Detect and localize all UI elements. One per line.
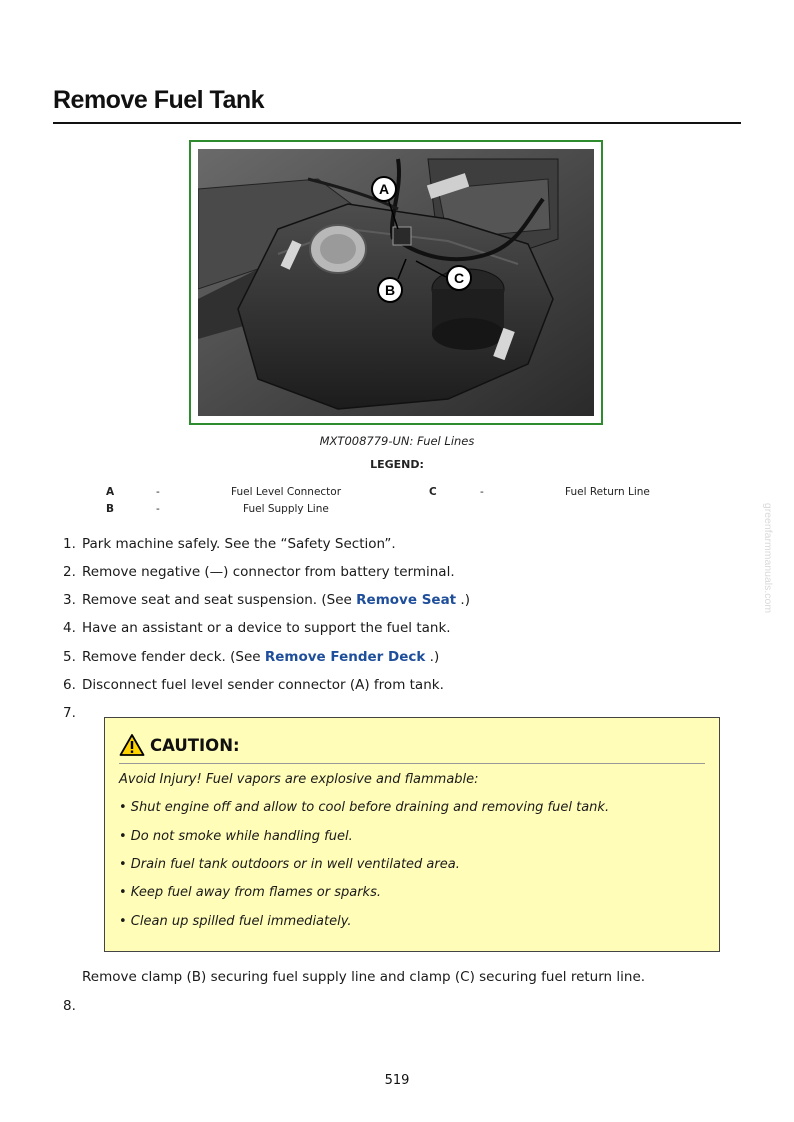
caution-line: • Drain fuel tank outdoors or in well ventilated area. xyxy=(119,857,460,872)
step-text: Remove fender deck. (See xyxy=(82,649,265,665)
callout-a xyxy=(372,177,396,201)
fuel-tank-illustration xyxy=(198,149,594,416)
caution-heading-text: CAUTION: xyxy=(150,735,240,755)
callout-b-label: B xyxy=(384,282,396,298)
remove-seat-link[interactable]: Remove Seat xyxy=(356,592,457,608)
page-title: Remove Fuel Tank xyxy=(53,86,265,114)
step-4 xyxy=(63,620,451,636)
step-number: 5. xyxy=(63,649,76,665)
step-number: 7. xyxy=(63,705,76,721)
step-text-end: .) xyxy=(456,592,470,608)
step-number: 1. xyxy=(63,536,76,552)
page-number: 519 xyxy=(384,1073,410,1088)
callout-c-label: C xyxy=(453,270,465,286)
legend-title: LEGEND: xyxy=(370,458,424,471)
step-number: 8. xyxy=(63,998,76,1014)
step-7-instruction: Remove clamp (B) securing fuel supply line and clamp (C) securing fuel return line. xyxy=(82,969,646,985)
remove-fender-deck-link[interactable]: Remove Fender Deck xyxy=(264,649,426,665)
caution-line: • Clean up spilled fuel immediately. xyxy=(119,914,352,929)
warning-triangle-icon xyxy=(119,733,145,757)
caution-divider xyxy=(119,763,705,764)
step-text: Remove negative (—) connector from battery terminal. xyxy=(82,564,455,580)
step-number: 3. xyxy=(63,592,76,608)
step-text-end: .) xyxy=(425,649,440,665)
callout-b xyxy=(378,278,402,302)
legend-sep-c: - xyxy=(480,486,484,498)
callout-a-label: A xyxy=(378,181,390,197)
figure-caption: MXT008779-UN: Fuel Lines xyxy=(319,434,475,448)
step-text: Disconnect fuel level sender connector (A) from tank. xyxy=(82,677,444,693)
legend-sep-a: - xyxy=(156,486,160,498)
step-8 xyxy=(63,998,82,1014)
fuel-lines-figure xyxy=(189,140,603,425)
legend-sep-b: - xyxy=(156,503,160,515)
step-text: Remove seat and seat suspension. (See xyxy=(82,592,357,608)
legend-key-c: C xyxy=(429,486,437,498)
step-number: 2. xyxy=(63,564,76,580)
step-text: Have an assistant or a device to support the fuel tank. xyxy=(82,620,451,636)
step-6 xyxy=(63,677,444,693)
caution-box xyxy=(104,717,720,952)
caution-line: • Keep fuel away from flames or sparks. xyxy=(119,885,381,900)
caution-heading xyxy=(119,733,240,757)
step-2 xyxy=(63,564,455,580)
caution-line: Avoid Injury! Fuel vapors are explosive and flammable: xyxy=(119,772,479,787)
title-rule xyxy=(53,122,741,124)
step-number: 4. xyxy=(63,620,76,636)
caution-line: • Do not smoke while handling fuel. xyxy=(119,829,353,844)
legend-key-a: A xyxy=(106,486,115,498)
step-7 xyxy=(63,705,82,721)
step-1 xyxy=(63,536,396,552)
legend-key-b: B xyxy=(106,503,115,515)
step-text: Park machine safely. See the “Safety Section”. xyxy=(82,536,396,552)
caution-line: • Shut engine off and allow to cool before draining and removing fuel tank. xyxy=(119,800,610,815)
step-3 xyxy=(63,592,470,608)
legend-label-c: Fuel Return Line xyxy=(565,486,650,498)
callout-c xyxy=(447,266,471,290)
legend-label-a: Fuel Level Connector xyxy=(231,486,342,498)
step-5 xyxy=(63,649,439,665)
legend-label-b: Fuel Supply Line xyxy=(243,503,329,515)
step-number: 6. xyxy=(63,677,76,693)
watermark-right: greenfarmmanuals.com xyxy=(762,502,774,614)
